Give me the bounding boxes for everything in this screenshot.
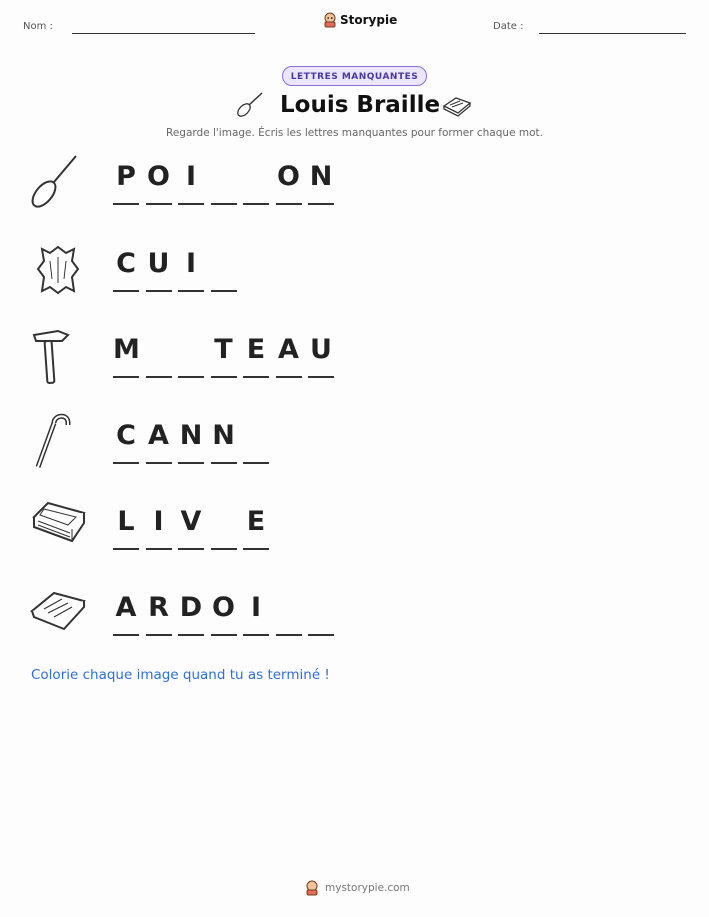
writing-line: [146, 462, 172, 464]
word-row: [0, 505, 709, 575]
letter-cell: [146, 160, 172, 206]
hammer-icon: [28, 325, 88, 385]
page-title: Louis Braille: [280, 92, 441, 118]
brand-name: Storypie: [340, 13, 398, 27]
letter-cell: [276, 333, 302, 379]
writing-line: [113, 203, 139, 205]
word-row: [0, 333, 709, 403]
writing-line: [211, 203, 237, 205]
letter-cell: [113, 247, 139, 293]
writing-line: [113, 462, 139, 464]
writing-line: [276, 376, 302, 378]
letter-cell: [113, 333, 139, 379]
writing-line: [211, 634, 237, 636]
blank-cell[interactable]: [211, 247, 237, 293]
slate-icon: [28, 583, 88, 643]
letter-cell: [243, 333, 269, 379]
given-letter: N: [179, 420, 203, 451]
coloring-note: Colorie chaque image quand tu as terminé !: [31, 667, 330, 683]
writing-line: [243, 203, 269, 205]
letter-cell: [113, 419, 139, 465]
writing-line: [211, 462, 237, 464]
letter-cell: [178, 591, 204, 637]
given-letter: L: [117, 506, 135, 537]
pie-mascot-icon: [305, 880, 319, 896]
footer-site: mystorypie.com: [325, 882, 410, 894]
writing-line: [146, 634, 172, 636]
given-letter: E: [246, 334, 266, 365]
letter-cell: [178, 247, 204, 293]
letter-cell: [308, 333, 334, 379]
letter-cell: [146, 505, 172, 551]
letter-cell: [276, 160, 302, 206]
given-letter: A: [115, 592, 137, 623]
given-letter: R: [148, 592, 169, 623]
instructions: Regarde l'image. Écris les lettres manquantes pour former chaque mot.: [166, 127, 543, 139]
writing-line: [113, 634, 139, 636]
given-letter: I: [185, 248, 197, 279]
leather-hide-icon: [28, 239, 88, 299]
writing-line: [308, 634, 334, 636]
worksheet-type-badge: LETTRES MANQUANTES: [282, 66, 427, 86]
given-letter: D: [179, 592, 203, 623]
given-letter: C: [116, 420, 136, 451]
writing-line: [178, 203, 204, 205]
blank-cell[interactable]: [211, 505, 237, 551]
cane-icon: [28, 411, 88, 471]
writing-line: [178, 634, 204, 636]
blank-cell[interactable]: [178, 333, 204, 379]
writing-line: [113, 290, 139, 292]
pie-mascot-icon: [323, 12, 337, 28]
writing-line: [308, 376, 334, 378]
given-letter: O: [277, 161, 300, 192]
given-letter: M: [113, 334, 140, 365]
given-letter: O: [212, 592, 235, 623]
writing-line: [211, 290, 237, 292]
writing-line: [146, 290, 172, 292]
given-letter: P: [116, 161, 136, 192]
word-row: [0, 419, 709, 489]
given-letter: C: [116, 248, 136, 279]
writing-line: [113, 548, 139, 550]
awl-icon: [28, 152, 88, 212]
writing-line: [178, 376, 204, 378]
letter-cell: [211, 333, 237, 379]
blank-cell[interactable]: [243, 419, 269, 465]
letter-cell: [146, 247, 172, 293]
slate-small-icon: [441, 95, 473, 117]
given-letter: T: [214, 334, 233, 365]
blank-cell[interactable]: [146, 333, 172, 379]
word-row: [0, 247, 709, 317]
writing-line: [146, 203, 172, 205]
letter-cell: [178, 419, 204, 465]
word-row: [0, 160, 709, 230]
writing-line: [146, 548, 172, 550]
given-letter: E: [246, 506, 266, 537]
letter-cell: [146, 591, 172, 637]
brand-logo: [323, 12, 397, 28]
writing-line: [178, 548, 204, 550]
writing-line: [243, 634, 269, 636]
writing-line: [178, 462, 204, 464]
letter-cell: [211, 591, 237, 637]
given-letter: I: [153, 506, 164, 537]
blank-cell[interactable]: [308, 591, 334, 637]
given-letter: A: [278, 334, 299, 365]
writing-line: [276, 634, 302, 636]
letter-cell: [178, 160, 204, 206]
letter-cell: [113, 591, 139, 637]
blank-cell[interactable]: [243, 160, 269, 206]
blank-cell[interactable]: [211, 160, 237, 206]
date-label: Date :: [493, 21, 524, 32]
letter-cell: [211, 419, 237, 465]
writing-line: [308, 203, 334, 205]
writing-line: [146, 376, 172, 378]
given-letter: N: [212, 420, 235, 451]
letter-cell: [113, 505, 139, 551]
letter-cell: [243, 505, 269, 551]
writing-line: [243, 462, 269, 464]
letter-cell: [113, 160, 139, 206]
given-letter: U: [147, 248, 170, 279]
letter-cell: [146, 419, 172, 465]
word-row: [0, 591, 709, 661]
writing-line: [243, 376, 269, 378]
writing-line: [178, 290, 204, 292]
given-letter: U: [310, 334, 332, 365]
letter-cell: [308, 160, 334, 206]
awl-small-icon: [236, 92, 264, 118]
writing-line: [276, 203, 302, 205]
given-letter: V: [180, 506, 202, 537]
given-letter: A: [148, 420, 169, 451]
writing-line: [211, 548, 237, 550]
footer: [305, 880, 410, 896]
given-letter: N: [309, 161, 333, 192]
letter-cell: [243, 591, 269, 637]
given-letter: I: [250, 592, 262, 623]
name-line[interactable]: [72, 33, 255, 34]
letter-cell: [178, 505, 204, 551]
writing-line: [243, 548, 269, 550]
given-letter: I: [185, 161, 197, 192]
book-icon: [28, 497, 88, 557]
name-label: Nom :: [23, 21, 53, 32]
writing-line: [113, 376, 139, 378]
given-letter: O: [147, 161, 170, 192]
writing-line: [211, 376, 237, 378]
date-line[interactable]: [539, 33, 686, 34]
blank-cell[interactable]: [276, 591, 302, 637]
